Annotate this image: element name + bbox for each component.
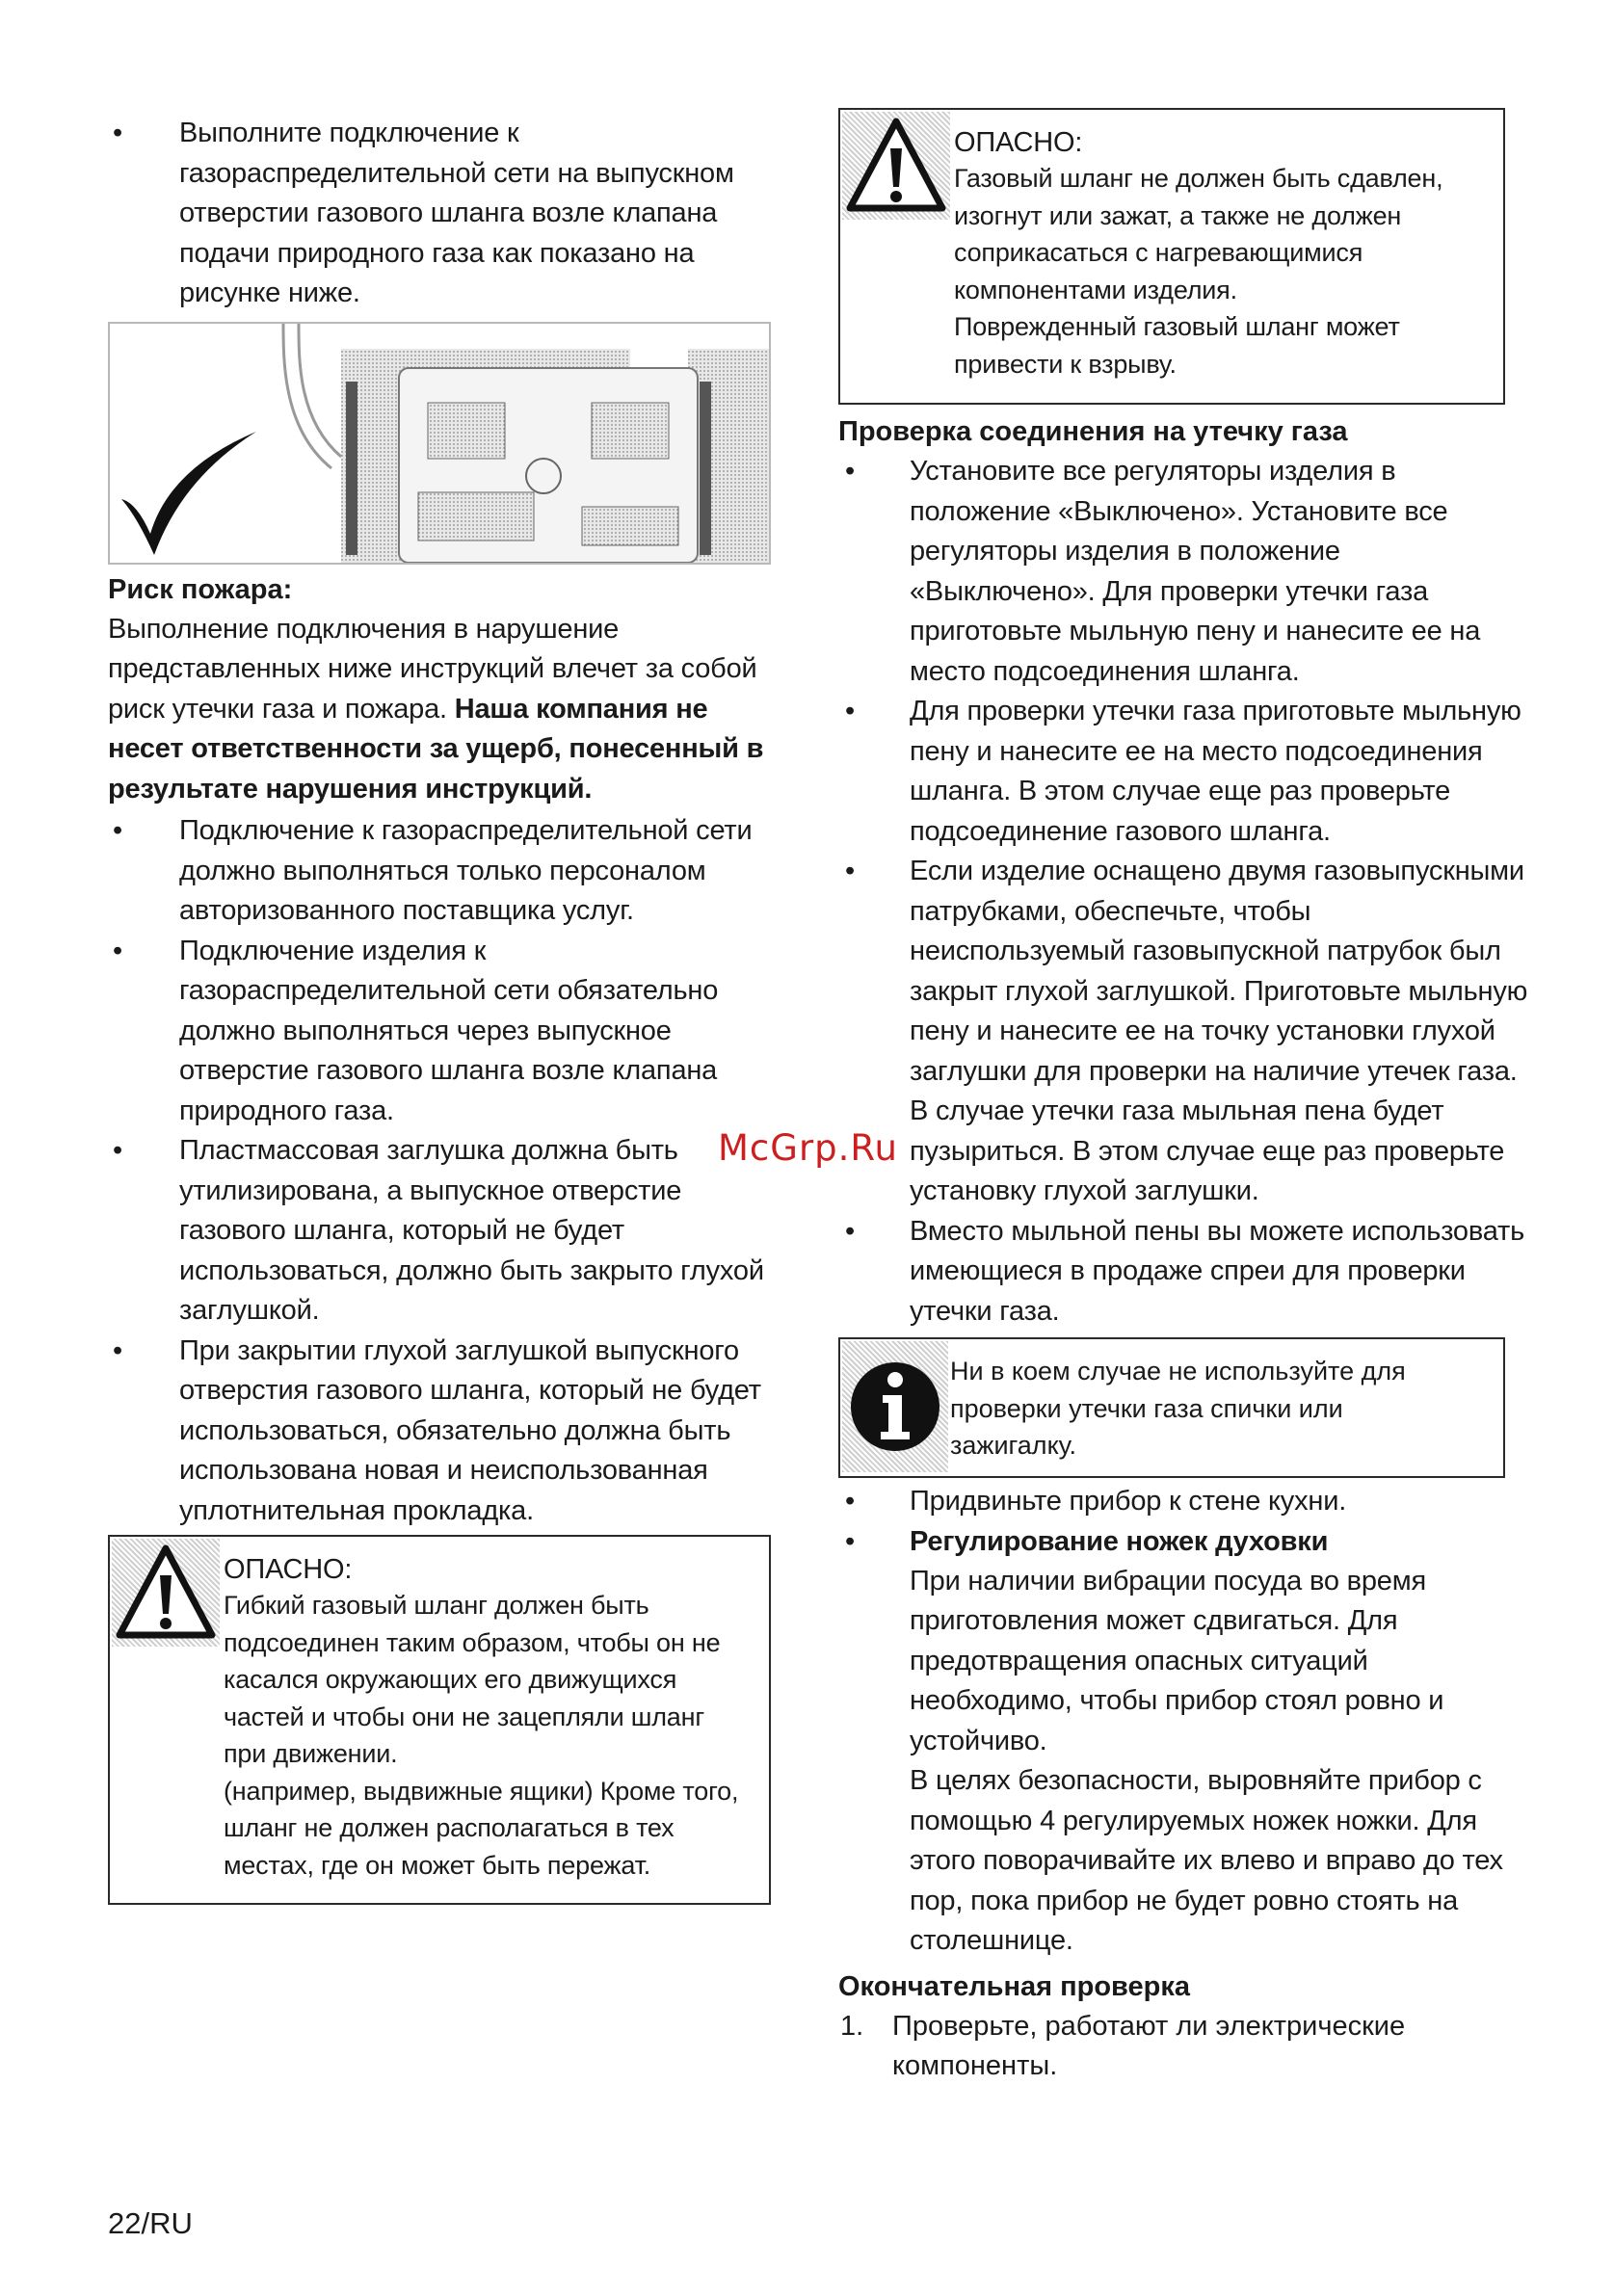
danger-line: частей и чтобы они не зацепляли шланг xyxy=(224,1702,704,1731)
danger-line: соприкасаться с нагревающимися xyxy=(954,238,1363,267)
fire-risk-bold: Наша компания не несет ответственности за ущерб, понесенный в результате нарушения инструкций. xyxy=(108,693,764,805)
feet-adjust-text: При наличии вибрации посуда во время приготовления может сдвигаться. Для предотвращения опасных ситуаций необходимо, чтобы прибор стоял ровно и устойчиво. xyxy=(910,1565,1444,1756)
list-item: • Установите все регуляторы изделия в положение «Выключено». Установите все регуляторы изделия в положение «Выключено». Для проверки утечки газа приготовьте мыльную пену и нанесите ее на место подсоединения шланга. xyxy=(845,456,1481,687)
danger-line: Поврежденный газовый шланг может xyxy=(954,312,1400,341)
list-item: • Для проверки утечки газа приготовьте мыльную пену и нанесите ее на место подсоединения шланга. В этом случае еще раз проверьте подсоединение газового шланга. xyxy=(845,696,1521,847)
danger-box-hose xyxy=(108,1535,771,1905)
danger-line: местах, где он может быть пережат. xyxy=(224,1850,651,1880)
oven-rear-illustration xyxy=(110,324,769,563)
warning-triangle-icon xyxy=(842,112,950,220)
list-item: • Если изделие оснащено двумя газовыпускными патрубками, обеспечьте, чтобы неиспользуемый газовыпускной патрубок был закрыт глухой заглушкой. Приготовьте мыльную пену и нанесите ее на точку установки глухой заглушки для проверки на наличие утечек газа. В случае утечки газа мыльная пена будет пузыриться. В этом случае еще раз проверьте установку глухой заглушки. xyxy=(845,856,1528,1206)
info-line: Ни в коем случае не используйте для xyxy=(950,1357,1406,1386)
watermark: McGrp.Ru xyxy=(718,1127,898,1169)
fire-risk-heading: Риск пожара: xyxy=(108,573,293,605)
danger-line: подсоединен таким образом, чтобы он не xyxy=(224,1627,721,1657)
left-column xyxy=(108,114,790,1905)
list-item: • Регулирование ножек духовки При наличии вибрации посуда во время приготовления может сдвигаться. Для предотвращения опасных ситуаций необходимо, чтобы прибор стоял ровно и устойчиво. В целях безопасности, выровняйте прибор с помощью 4 регулируемых ножек ножки. Для этого поворачивайте их влево и вправо до тех пор, пока прибор не будет ровно стоять на столешнице. xyxy=(838,1522,1532,1962)
danger-box-damage xyxy=(838,108,1505,405)
feet-adjust-text: В целях безопасности, выровняйте прибор с помощью 4 регулируемых ножек ножки. Для этого поворачивайте их влево и вправо до тех пор, пока прибор не будет ровно стоять на столешнице. xyxy=(910,1765,1503,1956)
oven-connection-figure xyxy=(108,322,771,565)
right-column xyxy=(838,108,1532,2087)
danger-line: касался окружающих его движущихся xyxy=(224,1665,677,1694)
danger-line: компонентами изделия. xyxy=(954,275,1237,304)
left-bullet-list xyxy=(108,811,790,1531)
danger-title: ОПАСНО: xyxy=(224,1554,353,1585)
list-item: • Придвиньте прибор к стене кухни. xyxy=(845,1486,1347,1517)
danger-title: ОПАСНО: xyxy=(954,127,1083,158)
checkmark-icon xyxy=(121,432,256,555)
danger-line: Гибкий газовый шланг должен быть xyxy=(224,1591,649,1620)
list-item: • Подключение изделия к газораспределительной сети обязательно должно выполняться через выпускное отверстие газового шланга возле клапана природного газа. xyxy=(113,935,719,1126)
danger-line: шланг не должен располагаться в тех xyxy=(224,1813,675,1842)
info-icon xyxy=(842,1341,948,1472)
list-item: 1. Проверьте, работают ли электрические компоненты. xyxy=(840,2010,1406,2081)
danger-line: при движении. xyxy=(224,1739,398,1768)
page-number: 22/RU xyxy=(108,2206,193,2240)
adjust-list xyxy=(838,1482,1532,1962)
info-line: зажигалку. xyxy=(950,1431,1076,1460)
info-box-matches xyxy=(838,1337,1505,1478)
danger-line: (например, выдвижные ящики) Кроме того, xyxy=(224,1776,739,1806)
list-item: • При закрытии глухой заглушкой выпускного отверстия газового шланга, который не будет использоваться, обязательно должна быть использована новая и неиспользованная уплотнительная прокладка. xyxy=(113,1334,761,1526)
intro-list xyxy=(108,114,790,314)
danger-line: привести к взрыву. xyxy=(954,349,1177,379)
list-item: • Выполните подключение к газораспределительной сети на выпускном отверстии газового шланга возле клапана подачи природного газа как показано на рисунке ниже. xyxy=(113,118,734,308)
fire-risk-text: Выполнение подключения в нарушение представленных ниже инструкций влечет за собой риск утечки газа и пожара. Наша компания не несет ответственности за ущерб, понесенный в результате нарушения инструкций. xyxy=(108,613,764,805)
list-item: • Пластмассовая заглушка должна быть утилизирована, а выпускное отверстие газового шланга, который не будет использоваться, должно быть закрыто глухой заглушкой. xyxy=(113,1135,764,1326)
info-line: проверки утечки газа спички или xyxy=(950,1393,1343,1423)
warning-triangle-icon xyxy=(112,1539,220,1647)
list-item: • Вместо мыльной пены вы можете использовать имеющиеся в продаже спреи для проверки утечки газа. xyxy=(845,1215,1525,1327)
final-check-heading: Окончательная проверка xyxy=(838,1970,1190,2002)
leak-check-list xyxy=(838,452,1532,1332)
list-item: • Подключение к газораспределительной сети должно выполняться только персоналом авторизованного поставщика услуг. xyxy=(113,815,753,926)
danger-line: Газовый шланг не должен быть сдавлен, xyxy=(954,164,1443,193)
feet-adjust-heading: Регулирование ножек духовки xyxy=(910,1525,1329,1557)
final-check-list xyxy=(838,2007,1532,2087)
leak-check-heading: Проверка соединения на утечку газа xyxy=(838,416,1348,447)
danger-line: изогнут или зажат, а также не должен xyxy=(954,200,1402,230)
